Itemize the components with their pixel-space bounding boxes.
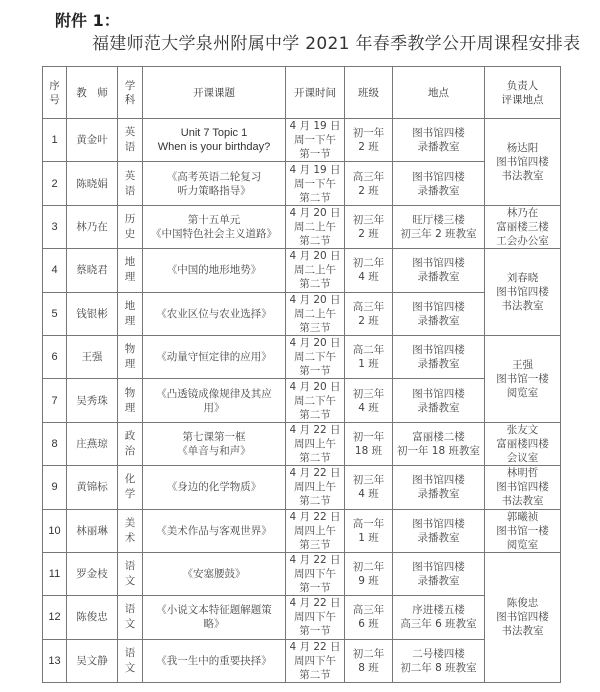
row-number: 12 (43, 596, 67, 639)
header-class: 班级 (345, 67, 393, 119)
teacher-name: 陈晓娟 (67, 162, 118, 205)
class-name: 初二年 9 班 (345, 552, 393, 595)
row-number: 8 (43, 422, 67, 465)
row-number: 9 (43, 466, 67, 509)
subject: 物 理 (118, 379, 143, 422)
owner-review-location: 王强 图书馆一楼 阅览室 (485, 335, 561, 422)
location: 二号楼四楼 初二年 8 班教室 (393, 639, 485, 682)
course-topic: 《安塞腰鼓》 (143, 552, 286, 595)
class-name: 高三年 2 班 (345, 292, 393, 335)
subject: 历 史 (118, 205, 143, 248)
row-number: 6 (43, 335, 67, 378)
class-name: 初三年 2 班 (345, 205, 393, 248)
location: 图书馆四楼 录播教室 (393, 292, 485, 335)
row-number: 4 (43, 249, 67, 292)
subject: 地 理 (118, 292, 143, 335)
class-name: 高三年 2 班 (345, 162, 393, 205)
row-number: 7 (43, 379, 67, 422)
class-name: 高二年 1 班 (345, 335, 393, 378)
owner-review-location: 林明哲 图书馆四楼 书法教室 (485, 466, 561, 509)
header-time: 开课时间 (286, 67, 345, 119)
teacher-name: 蔡晓君 (67, 249, 118, 292)
course-time: 4 月 20 日 周二上午 第二节 (286, 249, 345, 292)
subject: 语 文 (118, 596, 143, 639)
row-number: 5 (43, 292, 67, 335)
teacher-name: 罗金枝 (67, 552, 118, 595)
row-number: 1 (43, 119, 67, 162)
course-topic: 《小说文本特征题解题策 略》 (143, 596, 286, 639)
subject: 政 治 (118, 422, 143, 465)
table-row (43, 509, 561, 552)
course-time: 4 月 22 日 周四上午 第二节 (286, 466, 345, 509)
course-topic: 《身边的化学物质》 (143, 466, 286, 509)
teacher-name: 林丽琳 (67, 509, 118, 552)
course-topic: 《高考英语二轮复习 听力策略指导》 (143, 162, 286, 205)
class-name: 初二年 4 班 (345, 249, 393, 292)
class-name: 高一年 1 班 (345, 509, 393, 552)
row-number: 10 (43, 509, 67, 552)
course-topic: 《凸透镜成像规律及其应 用》 (143, 379, 286, 422)
header-topic: 开课课题 (143, 67, 286, 119)
course-time: 4 月 22 日 周四上午 第二节 (286, 422, 345, 465)
schedule-table (42, 66, 561, 683)
table-row (43, 552, 561, 595)
course-time: 4 月 20 日 周二上午 第三节 (286, 292, 345, 335)
class-name: 高三年 6 班 (345, 596, 393, 639)
attachment-label: 附件 1： (55, 11, 120, 30)
course-time: 4 月 22 日 周四下午 第一节 (286, 552, 345, 595)
table-row (43, 292, 561, 335)
course-topic: 《美术作品与客观世界》 (143, 509, 286, 552)
table-header-row (43, 67, 561, 119)
class-name: 初一年 18 班 (345, 422, 393, 465)
header-place: 地点 (393, 67, 485, 119)
course-topic: 第七课第一框 《单音与和声》 (143, 422, 286, 465)
table-row (43, 466, 561, 509)
header-no: 序 号 (43, 67, 67, 119)
owner-review-location: 郭曦祯 图书馆一楼 阅览室 (485, 509, 561, 552)
table-row (43, 639, 561, 682)
row-number: 11 (43, 552, 67, 595)
location: 图书馆四楼 录播教室 (393, 379, 485, 422)
location: 图书馆四楼 录播教室 (393, 466, 485, 509)
table-row (43, 422, 561, 465)
owner-review-location: 张友文 富丽楼四楼 会议室 (485, 422, 561, 465)
teacher-name: 吴文静 (67, 639, 118, 682)
course-topic: 第十五单元 《中国特色社会主义道路》 (143, 205, 286, 248)
course-topic: 《农业区位与农业选择》 (143, 292, 286, 335)
class-name: 初三年 4 班 (345, 379, 393, 422)
subject: 英 语 (118, 162, 143, 205)
teacher-name: 黄金叶 (67, 119, 118, 162)
subject: 美 术 (118, 509, 143, 552)
course-time: 4 月 22 日 周四下午 第二节 (286, 639, 345, 682)
course-topic: Unit 7 Topic 1 When is your birthday? (143, 119, 286, 162)
class-name: 初二年 8 班 (345, 639, 393, 682)
teacher-name: 钱银彬 (67, 292, 118, 335)
course-time: 4 月 20 日 周二下午 第一节 (286, 335, 345, 378)
header-teacher: 教 师 (67, 67, 118, 119)
owner-review-location: 杨达阳 图书馆四楼 书法教室 (485, 119, 561, 206)
document-title: 福建师范大学泉州附属中学 2021 年春季教学公开周课程安排表 (92, 34, 581, 54)
row-number: 3 (43, 205, 67, 248)
course-topic: 《中国的地形地势》 (143, 249, 286, 292)
subject: 英 语 (118, 119, 143, 162)
owner-review-location: 林乃在 富丽楼三楼 工会办公室 (485, 205, 561, 248)
location: 图书馆四楼 录播教室 (393, 509, 485, 552)
location: 图书馆四楼 录播教室 (393, 552, 485, 595)
location: 图书馆四楼 录播教室 (393, 249, 485, 292)
course-topic: 《我一生中的重要抉择》 (143, 639, 286, 682)
teacher-name: 陈俊忠 (67, 596, 118, 639)
location: 图书馆四楼 录播教室 (393, 119, 485, 162)
table-row (43, 379, 561, 422)
class-name: 初三年 4 班 (345, 466, 393, 509)
class-name: 初一年 2 班 (345, 119, 393, 162)
subject: 语 文 (118, 552, 143, 595)
teacher-name: 王强 (67, 335, 118, 378)
teacher-name: 庄燕琼 (67, 422, 118, 465)
course-time: 4 月 19 日 周一下午 第一节 (286, 119, 345, 162)
course-topic: 《动量守恒定律的应用》 (143, 335, 286, 378)
course-time: 4 月 20 日 周二下午 第二节 (286, 379, 345, 422)
table-row (43, 205, 561, 248)
row-number: 13 (43, 639, 67, 682)
subject: 语 文 (118, 639, 143, 682)
subject: 物 理 (118, 335, 143, 378)
course-time: 4 月 22 日 周四下午 第一节 (286, 596, 345, 639)
table-row (43, 596, 561, 639)
teacher-name: 黄锦标 (67, 466, 118, 509)
course-time: 4 月 19 日 周一下午 第二节 (286, 162, 345, 205)
location: 富丽楼二楼 初一年 18 班教室 (393, 422, 485, 465)
course-time: 4 月 20 日 周二上午 第二节 (286, 205, 345, 248)
row-number: 2 (43, 162, 67, 205)
location: 图书馆四楼 录播教室 (393, 162, 485, 205)
course-time: 4 月 22 日 周四上午 第三节 (286, 509, 345, 552)
subject: 化 学 (118, 466, 143, 509)
location: 序进楼五楼 高三年 6 班教室 (393, 596, 485, 639)
owner-review-location: 刘春晓 图书馆四楼 书法教室 (485, 249, 561, 336)
table-row (43, 249, 561, 292)
owner-review-location: 陈俊忠 图书馆四楼 书法教室 (485, 552, 561, 682)
location: 图书馆四楼 录播教室 (393, 335, 485, 378)
header-owner: 负责人 评课地点 (485, 67, 561, 119)
header-subject: 学 科 (118, 67, 143, 119)
teacher-name: 林乃在 (67, 205, 118, 248)
table-row (43, 335, 561, 378)
table-body (43, 119, 561, 683)
table-row (43, 162, 561, 205)
table-row (43, 119, 561, 162)
subject: 地 理 (118, 249, 143, 292)
location: 旺厅楼三楼 初三年 2 班教室 (393, 205, 485, 248)
teacher-name: 吴秀珠 (67, 379, 118, 422)
